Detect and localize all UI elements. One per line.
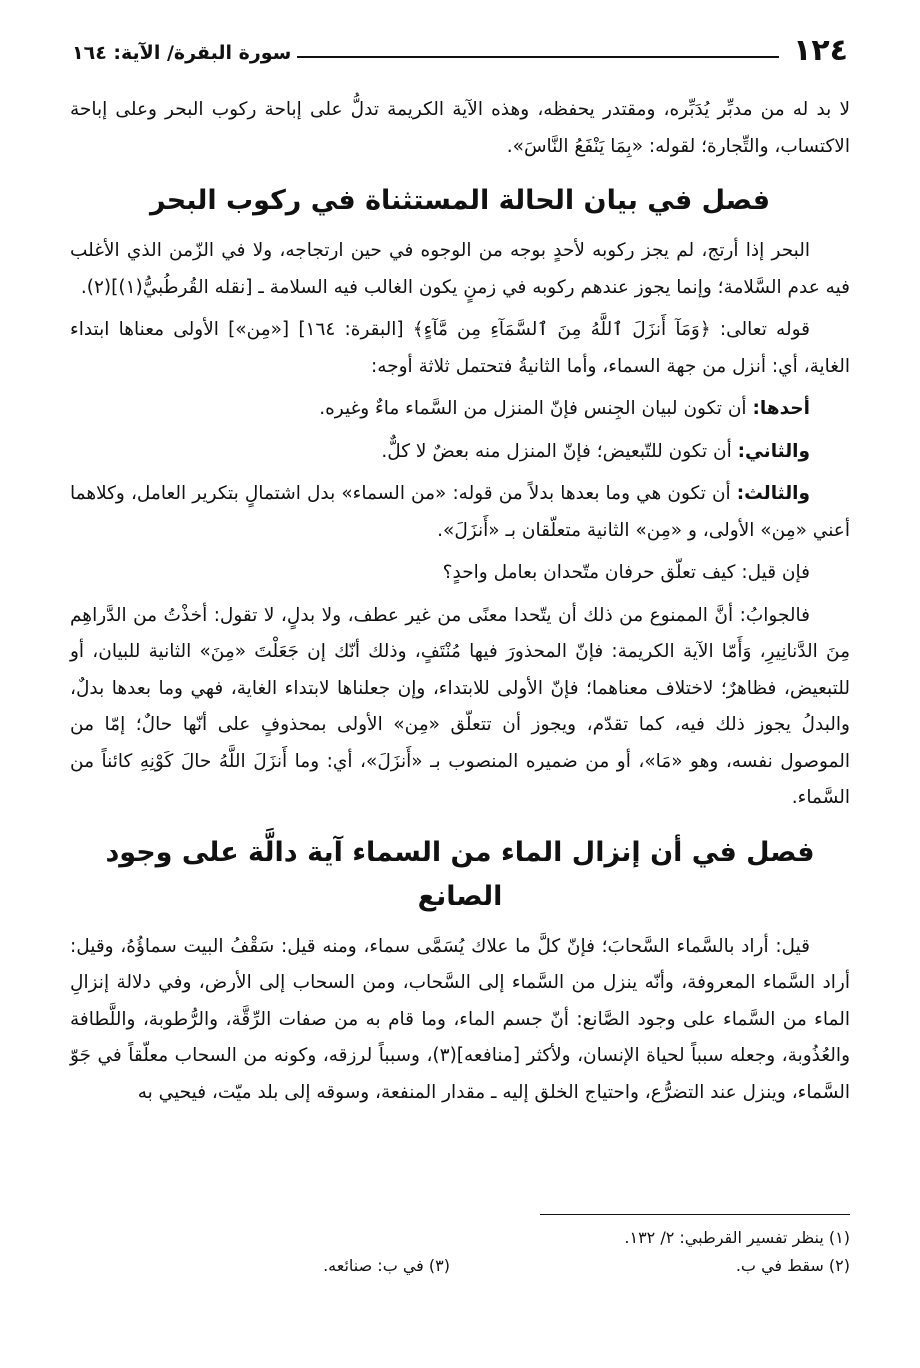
- page-body: [70, 92, 850, 1111]
- footnote: (١) ينظر تفسير القرطبي: ٢/ ١٣٢.: [624, 1228, 850, 1247]
- item-text: أن تكون لبيان الجِنس فإنّ المنزل من السَّماء ماءٌ وغيره.: [319, 398, 753, 419]
- footnote-divider: [540, 1214, 850, 1215]
- list-item: [70, 476, 850, 549]
- section-heading: فصل في بيان الحالة المستثناة في ركوب البحر: [149, 185, 771, 216]
- header-rule: [297, 56, 779, 58]
- footnote: (٣) في ب: صنائعه.: [323, 1256, 450, 1275]
- paragraph: لا بد له من مدبِّر يُدَبِّره، ومقتدر يحفظه، وهذه الآية الكريمة تدلُّ على إباحة ركوب البحر وعلى إباحة الاكتساب، والتِّجارة؛ لقوله: «بِمَا يَنْفَعُ النَّاسَ».: [70, 99, 850, 157]
- footnote-row: [70, 1252, 850, 1280]
- running-title: سورة البقرة/ الآية: ١٦٤: [72, 42, 292, 64]
- section-heading: فصل في أن إنزال الماء من السماء آية دالَّة على وجود الصانع: [105, 836, 815, 912]
- item-text: أن تكون هي وما بعدها بدلاً من قوله: «من السماء» بدل اشتمالٍ بتكرير العامل، وكلاهما أعني «مِن» الأولى، و «مِن» الثانية متعلّقان بـ «أَنزَلَ».: [70, 483, 850, 541]
- paragraph: قوله تعالى: ﴿وَمَآ أَنزَلَ ٱللَّهُ مِنَ ٱلسَّمَآءِ مِن مَّآءٍ﴾ [البقرة: ١٦٤] [«مِن»] الأولى معناها ابتداء الغاية، أي: أنزل من جهة السماء، وأما الثانيةُ فتحتمل ثلاثة أوجه:: [70, 319, 850, 377]
- paragraph: فالجوابُ: أنَّ الممنوع من ذلك أن يتّحدا معنًى من غير عطف، ولا بدلٍ، لا تقول: أخذْتُ من الدَّراهِم مِنَ الدَّنانِيرِ، وَأَمّا الآية الكريمة: فإنّ المحذورَ فيها مُنْتَفٍ، وذلك أنّك إن جَعَلْتَ «مِنَ» الثانية للبيان، أو للتبعيض، فظاهرٌ؛ لاختلاف معناهما؛ فإنّ الأولى للابتداء، وإن جعلناها لابتداء الغاية، فهي وما بعدها بدلٌ، والبدلُ يجوز ذلك فيه، كما تقدّم، ويجوز أن تتعلّق «مِن» الأولى بمحذوفٍ على أنّها حالٌ؛ إمّا من الموصول نفسه، وهو «مَا»، أو من ضميره المنصوب بـ «أَنزَلَ»، أي: وما أَنزَلَ اللَّهُ حالَ كَوْنِهِ كائناً من السَّماء.: [70, 604, 850, 808]
- page-header: [72, 22, 848, 68]
- list-item: [70, 391, 850, 428]
- item-lead: والثاني:: [737, 440, 810, 462]
- paragraph: فإن قيل: كيف تعلّق حرفان متّحدان بعامل واحدٍ؟: [442, 562, 810, 583]
- item-lead: والثالث:: [736, 483, 810, 504]
- item-lead: أحدها:: [752, 398, 810, 419]
- paragraph: البحر إذا أرتج، لم يجز ركوبه لأحدٍ بوجه من الوجوه في حين ارتجاجه، ولا في الزّمن الذي الأغلب فيه عدم السَّلامة؛ وإنما يجوز عندهم ركوبه في زمنٍ يكون الغالب فيه السلامة ـ [نقله القُرطُبيُّ(١)](٢).: [70, 240, 850, 298]
- page-number: ١٢٤: [793, 33, 848, 68]
- list-item: [70, 434, 850, 471]
- paragraph: قيل: أراد بالسَّماء السَّحابَ؛ فإنّ كلَّ ما علاك يُسَمَّى سماء، ومنه قيل: سَقْفُ البيت سماؤُهُ، وقيل: أراد السَّماء المعروفة، وأنّه ينزل من السَّماء إلى السَّحاب، ومن السحاب إلى الأرض، وفي دلالة إنزالِ الماء من السَّماء على وجود الصَّانع: أنّ جسم الماء، وما قام به من صفات الرِّقَّة، والرُّطوبة، واللَّطافة والعُذُوبة، وجعله سبباً لحياة الإنسان، ولأكثر [منافعه](٣)، وسبباً لرزقه، وكونه من السحاب معلّقاً في جَوّ السَّماء، وينزل عند التضرُّع، واحتياج الخلق إليه ـ مقدار المنفعة، وسوقه إلى بلد ميّت، فيحيي به: [70, 935, 851, 1103]
- footnotes: [70, 1224, 850, 1280]
- item-text: أن تكون للتّبعيض؛ فإنّ المنزل منه بعضٌ لا كلٌّ.: [381, 440, 738, 462]
- footnote: (٢) سقط في ب.: [735, 1256, 850, 1275]
